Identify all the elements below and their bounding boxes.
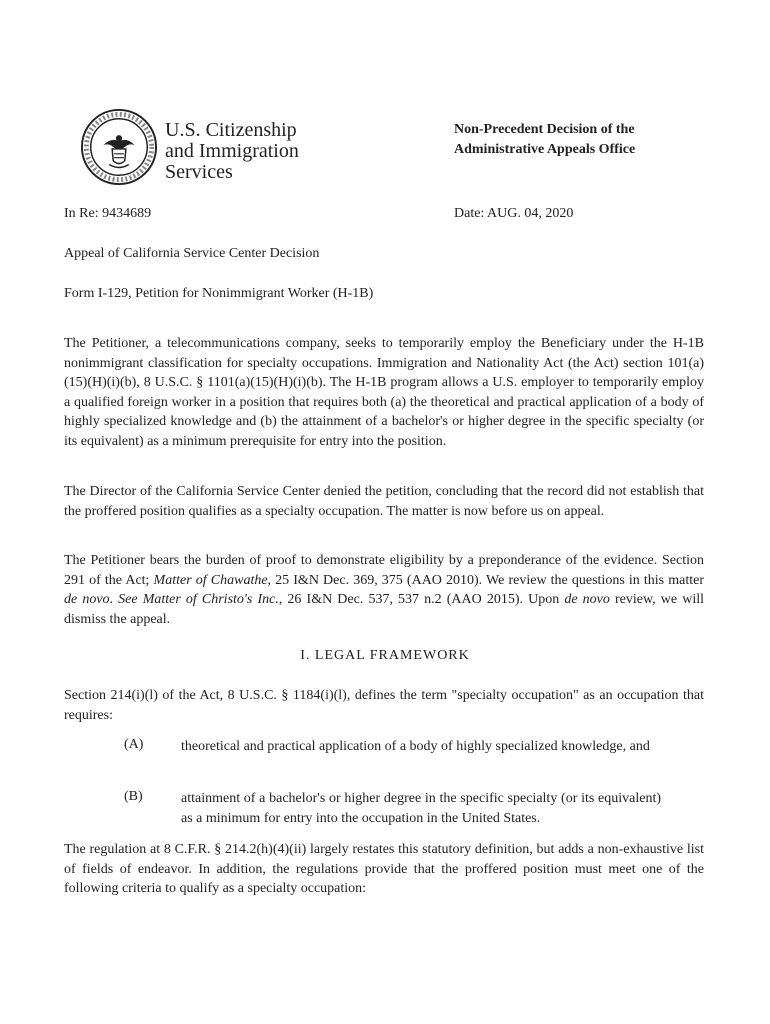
appeal-of: Appeal of California Service Center Decision (64, 246, 320, 261)
p3-case-christo: See Matter of Christo's Inc. (118, 592, 279, 608)
paragraph-2: The Director of the California Service Center denied the petition, concluding that the record did not establish that the proffered position qualifies as a specialty occupation. The matter is now before us on appeal. (64, 484, 704, 519)
agency-name (165, 120, 299, 183)
list-item-a-label: (A) (124, 737, 144, 752)
decision-title-line-1: Non-Precedent Decision of the (454, 122, 635, 137)
list-item-a-text: theoretical and practical application of a body of highly specialized knowledge, and (181, 739, 650, 754)
p3-text-a: The Petitioner bears the burden of proof to demonstrate eligibility by a preponderance of the evidence. Section 291 of the Act; (64, 553, 704, 588)
decision-title (454, 120, 714, 160)
p3-case-chawathe: Matter of Chawathe (153, 572, 268, 588)
p3-text-b: , 25 I&N Dec. 369, 375 (AAO 2010). We review the questions in this matter (267, 572, 704, 588)
form-name: Form I-129, Petition for Nonimmigrant Worker (H-1B) (64, 286, 374, 301)
p3-de-novo-1: de novo (64, 592, 110, 608)
paragraph-1: The Petitioner, a telecommunications company, seeks to temporarily employ the Beneficiary under the H-1B nonimmigrant classification for specialty occupations. Immigration and Nationality Act (the Act) section 101(a)(15)(H)(i)(b), 8 U.S.C. § 1101(a)(15)(H)(i)(b). The H-1B program allows a U.S. employer to temporarily employ a qualified foreign worker in a position that requires both (a) the theoretical and practical application of a body of highly specialized knowledge and (b) the attainment of a bachelor's or higher degree in the specific specialty (or its equivalent) as a minimum prerequisite for entry into the position. (64, 336, 704, 449)
agency-line-1: U.S. Citizenship (165, 119, 297, 141)
section-heading: I. LEGAL FRAMEWORK (300, 648, 470, 663)
paragraph-5: The regulation at 8 C.F.R. § 214.2(h)(4)(ii) largely restates this statutory definition, but adds a non-exhaustive list of fields of endeavor. In addition, the regulations provide that the proffered position must meet one of the following criteria to qualify as a specialty occupation: (64, 842, 704, 897)
paragraph-4: Section 214(i)(l) of the Act, 8 U.S.C. § 1184(i)(l), defines the term "specialty occupation" as an occupation that requires: (64, 688, 704, 723)
agency-line-3: Services (165, 161, 233, 183)
list-item-b-label: (B) (124, 789, 143, 804)
decision-date: Date: AUG. 04, 2020 (454, 206, 574, 221)
list-item-b-text: attainment of a bachelor's or higher degree in the specific specialty (or its equivalent) as a minimum for entry into the occupation in the United States. (181, 791, 661, 826)
p3-text-e: review, we will dismiss the appeal. (64, 592, 704, 627)
p3-de-novo-2: de novo (564, 592, 610, 608)
paragraph-3 (64, 551, 704, 629)
agency-line-2: and Immigration (165, 140, 299, 162)
decision-title-line-2: Administrative Appeals Office (454, 142, 636, 157)
dhs-seal-icon (80, 108, 158, 186)
in-re: In Re: 9434689 (64, 206, 152, 221)
p3-text-c: . (109, 592, 119, 608)
p3-text-d: , 26 I&N Dec. 537, 537 n.2 (AAO 2015). Upon (278, 592, 565, 608)
